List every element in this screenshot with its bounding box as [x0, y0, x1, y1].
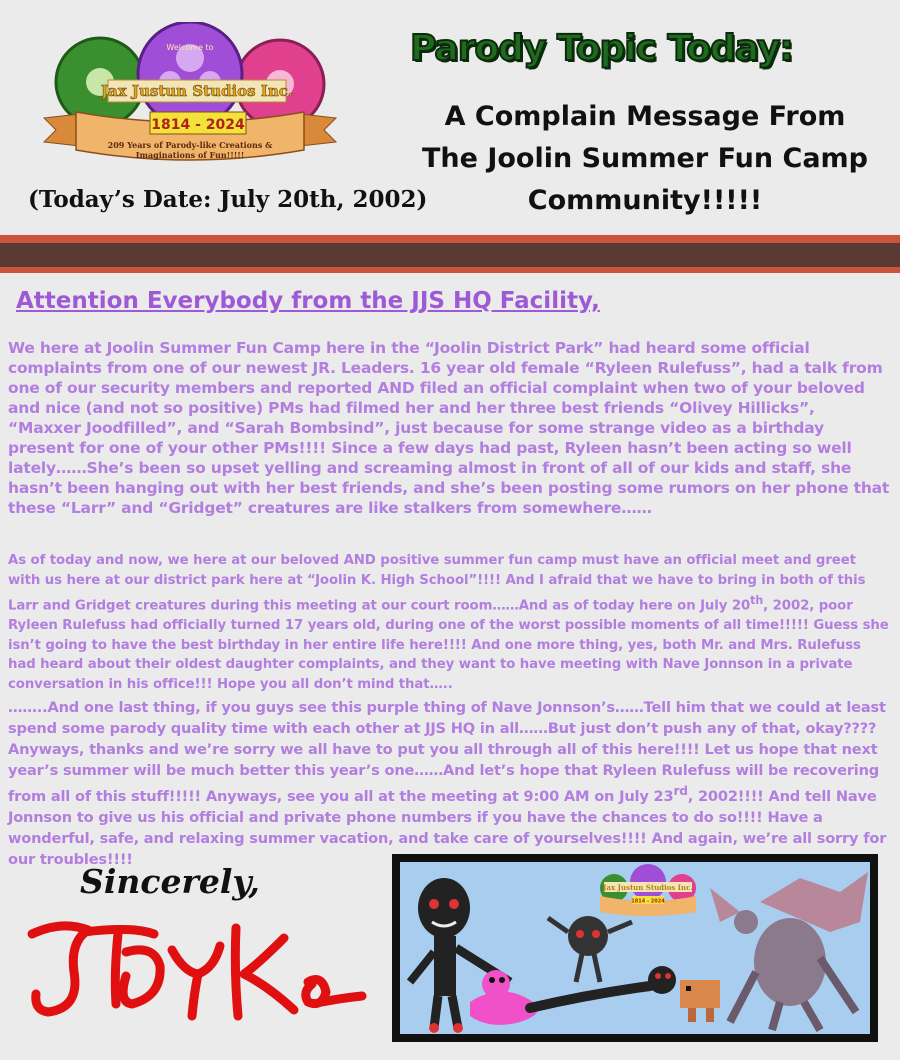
logo-welcome-text: Welcome to — [166, 43, 214, 52]
greeting-heading: Attention Everybody from the JJS HQ Facility, — [16, 288, 600, 314]
paragraph-3 — [8, 697, 892, 870]
logo-years: 1814 - 2024 — [151, 117, 245, 133]
subtitle-line-2: The Joolin Summer Fun Camp — [421, 143, 869, 174]
subtitle-line-3: Community!!!!! — [527, 185, 763, 216]
paragraph-2-part-2: , 2002, poor Ryleen Rulefuss had officially turned 17 years old, during one of the worst possible moments of all time!!!!! Guess she isn’t going to have the best birthday in her entire life here!!!! And one more thing, yes, both Mr. and Mrs. Rulefuss had heard about their oldest daughter complaints, and they want to have meeting with Nave Jonnson in a private conversation in his office!!! Hope you all don’t mind that….. — [8, 598, 889, 693]
paragraph-2 — [8, 551, 892, 695]
paragraph-2-superscript: th — [750, 593, 764, 607]
topic-title: Parody Topic Today: — [410, 28, 793, 69]
logo-tagline-2: Imaginations of Fun!!!!! — [135, 150, 245, 160]
divider-stripe-bottom — [0, 267, 900, 273]
picture-logo-years: 1814 - 2024 — [631, 898, 665, 905]
paragraph-2-part-1: As of today and now, we here at our beloved AND positive summer fun camp must have an official meet and greet with us here at our district park here at “Joolin K. High School”!!!! And I afraid that we have to bring in both of this Larr and Gridget creatures during this meeting at our court room……And as of today here on July 20 — [8, 553, 866, 614]
logo-company-name: Jax Justun Studios Inc. — [100, 82, 294, 100]
paragraph-3-part-2: , 2002!!!! And tell Nave Jonnson to give us his official and private phone numbers if you have the chances to do so!!!! Have a wonderful, safe, and relaxing summer vacation, and take care of yourselves!!!! And again, we’re all sorry for our troubles!!!! — [8, 787, 887, 868]
jax-justun-studios-logo — [40, 22, 340, 172]
handwritten-signature — [22, 912, 367, 1027]
divider-stripe-top — [0, 235, 900, 243]
paragraph-3-part-1: ……..And one last thing, if you guys see this purple thing of Nave Jonnson’s……Tell him that we could at least spend some parody quality time with each other at JJS HQ in all……But just don’t push any of that, okay???? Anyways, thanks and we’re sorry we all have to put you all through all of this here!!!! Let us hope that next year’s summer will be much better this year’s one……And let’s hope that Ryleen Rulefuss will be recovering from all of this stuff!!!!! Anyways, see you all at the meeting at 9:00 AM on July 23 — [8, 699, 886, 805]
logo-tagline-1: 209 Years of Parody-like Creations & — [107, 140, 273, 150]
closing-sincerely: Sincerely, — [80, 862, 260, 901]
cartoon-characters-illustration — [400, 862, 870, 1034]
subtitle-line-1: A Complain Message From — [444, 101, 846, 132]
divider-stripe-middle — [0, 243, 900, 267]
cartoon-picture-frame — [392, 854, 878, 1042]
paragraph-3-superscript: rd — [673, 784, 688, 798]
subtitle — [410, 96, 880, 222]
picture-logo-company: Jax Justun Studios Inc. — [603, 883, 693, 892]
todays-date: (Today’s Date: July 20th, 2002) — [28, 186, 428, 213]
paragraph-1: We here at Joolin Summer Fun Camp here in the “Joolin District Park” had heard some official complaints from one of our newest JR. Leaders. 16 year old female “Ryleen Rulefuss”, had a talk from one of our security members and reported AND filed an official complaint when two of your beloved and nice (and not so positive) PMs had filmed her and her three best friends “Olivey Hillicks”, “Maxxer Joodfilled”, and “Sarah Bombsind”, just because for some strange video as a birthday present for one of your other PMs!!!! Since a few days had past, Ryleen hasn’t been acting so well lately……She’s been so upset yelling and screaming almost in front of all of our kids and staff, she hasn’t been hanging out with her best friends, and she’s been posting some rumors on her phone that these “Larr” and “Gridget” creatures are like stalkers from somewhere…… — [8, 339, 890, 517]
